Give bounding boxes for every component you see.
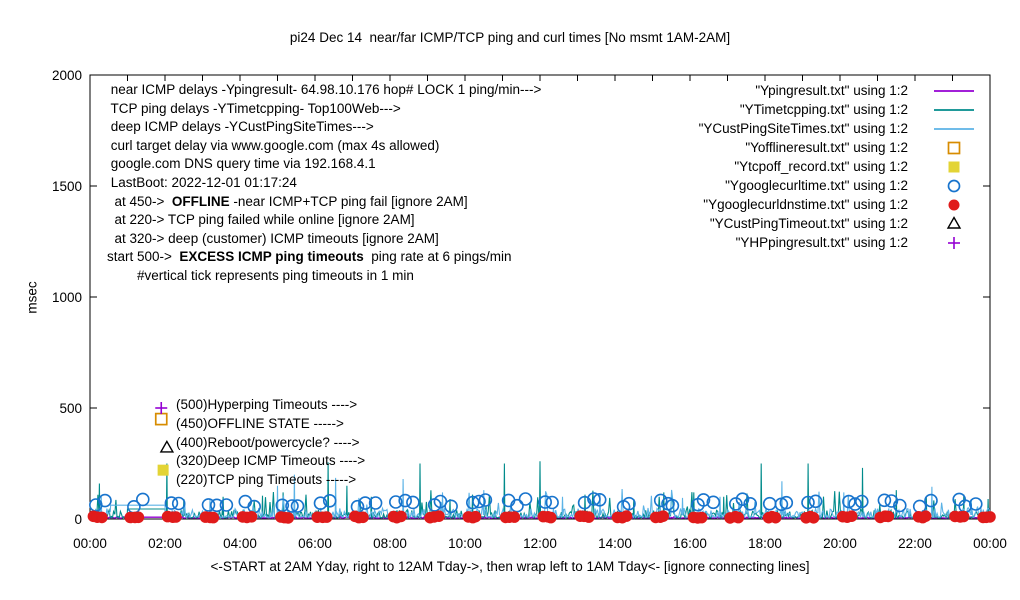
dns-time-point [584,512,595,523]
dns-time-point [696,512,707,523]
annotation-line: google.com DNS query time via 192.168.4.1 [107,156,376,172]
x-tick-label: 10:00 [448,536,482,551]
dns-time-point [958,511,969,522]
annotation-line: at 450-> OFFLINE -near ICMP+TCP ping fail [ignore 2AM] [107,193,468,209]
dns-time-point [509,512,520,523]
mid-annotation-line: (500)Hyperping Timeouts ----> [176,397,358,412]
dns-time-point [883,511,894,522]
annotation-line: at 320-> deep (customer) ICMP timeouts [ignore 2AM] [107,230,439,246]
annotation-line: start 500-> EXCESS ICMP ping timeouts ping rate at 6 pings/min [107,249,512,265]
y-axis-label: msec [24,281,40,314]
dns-time-point [621,511,632,522]
circle-filled-point [949,199,960,210]
dns-time-point [246,512,257,523]
x-tick-label: 14:00 [598,536,632,551]
x-tick-label: 20:00 [823,536,857,551]
annotation-bold: OFFLINE [171,193,230,209]
dns-time-point [208,512,219,523]
annotation-line: TCP ping delays -YTimetcpping- Top100Web---> [107,100,401,116]
legend-label: "Ypingresult.txt" using 1:2 [755,83,908,98]
dns-time-point [396,511,407,522]
dns-time-point [321,512,332,523]
dns-time-point [985,512,996,523]
legend-row [570,157,976,176]
annotation-line: deep ICMP delays -YCustPingSiteTimes---> [107,119,374,135]
legend-label: "YTimetcpping.txt" using 1:2 [739,102,908,117]
dns-time-point [658,511,669,522]
curl-time-point [914,500,926,512]
dns-time-point [434,511,445,522]
dns-time-point [97,512,108,523]
mid-annotation-line: (320)Deep ICMP Timeouts ----> [176,453,366,469]
legend-marker-line-icon [932,102,976,118]
circle-open-point [949,180,960,191]
curl-time-point [546,497,558,509]
x-tick-label: 00:00 [73,536,107,551]
y-tick-label: 0 [74,512,82,527]
dns-time-point [546,512,557,523]
square-open-point [156,414,167,425]
square-filled-point [158,465,169,476]
curl-time-point [239,496,251,508]
annotation-line: curl target delay via www.google.com (max 4s allowed) [107,137,440,153]
mid-annotation-line: (400)Reboot/powercycle? ----> [176,434,360,450]
dns-time-point [470,511,481,522]
dns-time-point [133,512,144,523]
legend-row [570,100,976,119]
y-tick-label: 500 [59,401,82,416]
dns-time-point [283,513,294,524]
legend-label: "YCustPingSiteTimes.txt" using 1:2 [698,121,908,136]
triangle-open-point [161,441,173,452]
legend-label: "Ygooglecurldnstime.txt" using 1:2 [703,197,908,212]
dns-time-point [770,512,781,523]
curl-time-point [520,493,532,505]
legend-label: "YCustPingTimeout.txt" using 1:2 [709,216,908,231]
dns-time-point [846,511,857,522]
legend-row [570,214,976,233]
legend-marker-open-square-icon [932,140,976,156]
dns-time-point [920,511,931,522]
mid-annotation-line: (450)OFFLINE STATE -----> [176,415,344,431]
annotation-line: near ICMP delays -Ypingresult- 64.98.10.176 hop# LOCK 1 ping/min---> [107,82,542,97]
legend-label: "YHPpingresult.txt" using 1:2 [735,235,908,250]
x-tick-label: 04:00 [223,536,257,551]
mid-annotation-line: (220)TCP ping Timeouts -----> [176,472,357,488]
x-tick-label: 18:00 [748,536,782,551]
legend-label: "Ygooglecurltime.txt" using 1:2 [725,178,908,193]
square-filled-point [949,161,960,172]
y-tick-label: 1500 [51,179,82,194]
curl-time-point [445,500,457,512]
legend-marker-filled-square-icon [932,159,976,175]
x-tick-label: 00:00 [973,536,1007,551]
x-tick-label: 12:00 [523,536,557,551]
legend-label: "Ytcpoff_record.txt" using 1:2 [734,159,908,174]
curl-time-point [173,498,185,510]
y-tick-label: 2000 [51,68,82,83]
triangle-open-point [948,217,960,228]
dns-time-point [358,512,369,523]
x-tick-label: 22:00 [898,536,932,551]
legend-row [570,81,976,100]
legend-row [570,176,976,195]
curl-time-point [407,496,419,508]
y-tick-label: 1000 [51,290,82,305]
dns-time-point [808,513,819,524]
x-tick-label: 06:00 [298,536,332,551]
dns-time-point [733,512,744,523]
x-tick-label: 08:00 [373,536,407,551]
legend-row [570,195,976,214]
legend-marker-line-icon [932,121,976,137]
annotation-bold: EXCESS ICMP ping timeouts [179,249,364,265]
curl-time-point [764,498,776,510]
legend-marker-filled-circle-icon [932,197,976,213]
dns-time-point [171,512,182,523]
legend-marker-open-circle-icon [932,178,976,194]
square-open-point [949,142,960,153]
annotation-line: LastBoot: 2022-12-01 01:17:24 [107,175,297,190]
legend-row [570,119,976,138]
chart-title: pi24 Dec 14 near/far ICMP/TCP ping and curl times [No msmt 1AM-2AM] [289,30,731,45]
curl-time-point [137,493,149,505]
x-tick-label: 16:00 [673,536,707,551]
legend-label: "Yofflineresult.txt" using 1:2 [745,140,908,155]
legend-row [570,233,976,252]
legend-marker-open-triangle-icon [932,216,976,232]
legend-marker-line-icon [932,83,976,99]
legend-marker-plus-icon [932,235,976,251]
x-tick-label: 02:00 [148,536,182,551]
legend-row [570,138,976,157]
x-axis-caption: <-START at 2AM Yday, right to 12AM Tday->, then wrap left to 1AM Tday<- [ignore connecting lines] [210,559,810,574]
curl-time-point [655,494,667,506]
annotation-line: #vertical tick represents ping timeouts in 1 min [107,268,414,283]
annotation-line: at 220-> TCP ping failed while online [ignore 2AM] [107,212,415,228]
